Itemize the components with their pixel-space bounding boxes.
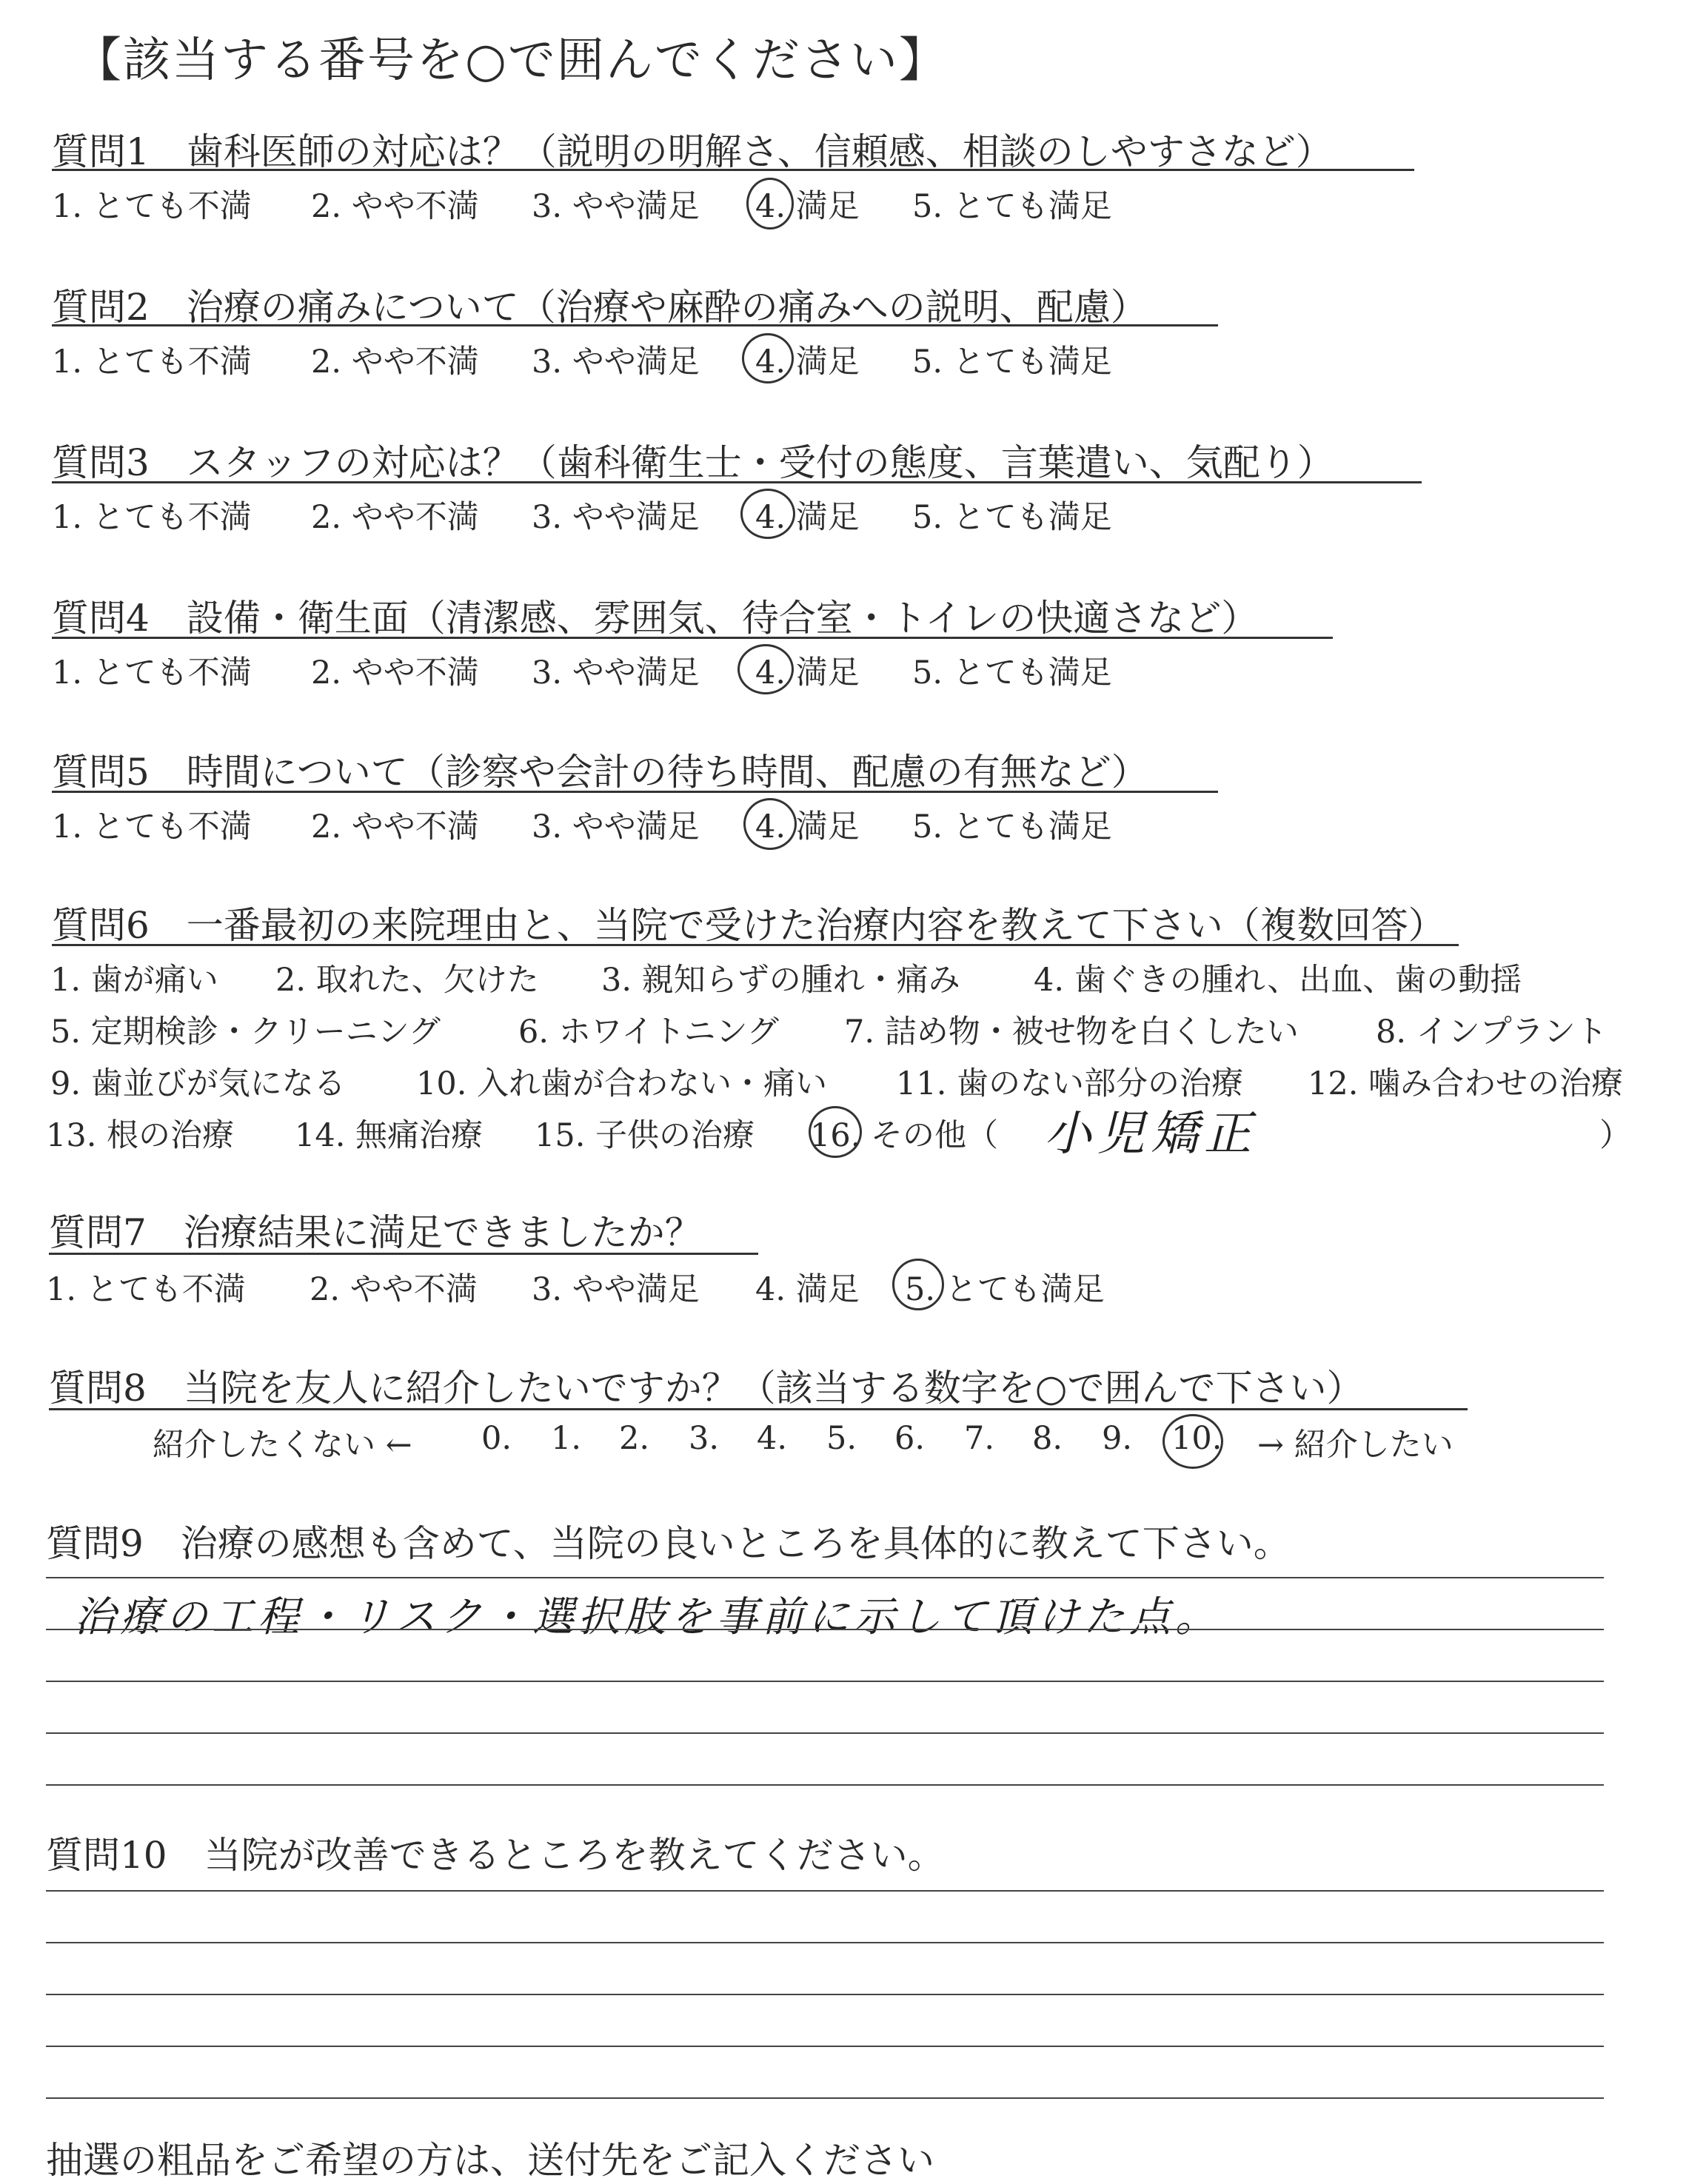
q5-option-5[interactable]: 5. とても満足: [912, 808, 1112, 845]
q6-option-16[interactable]: 16. その他（: [810, 1117, 999, 1154]
q7-option-4[interactable]: 4. 満足: [755, 1271, 860, 1308]
q5-option-3[interactable]: 3. やや満足: [532, 808, 700, 845]
q6-option-4[interactable]: 4. 歯ぐきの腫れ、出血、歯の動揺: [1034, 962, 1522, 999]
q6-option-9[interactable]: 9. 歯並びが気になる: [50, 1065, 346, 1102]
q6-option-12[interactable]: 12. 噛み合わせの治療: [1308, 1065, 1624, 1102]
q10-writing-line-2: [46, 1942, 1604, 1943]
q10-writing-line-4: [46, 2046, 1604, 2047]
question-1-label: 質問1 歯科医師の対応は？（説明の明解さ、信頼感、相談のしやすさなど）: [52, 130, 1333, 173]
question-7-label: 質問7 治療結果に満足できましたか？: [49, 1211, 702, 1254]
question-6-label: 質問6 一番最初の来院理由と、当院で受けた治療内容を教えて下さい（複数回答）: [52, 904, 1445, 947]
q6-option-8[interactable]: 8. インプラント: [1376, 1014, 1608, 1051]
q7-option-5[interactable]: 5. とても満足: [905, 1271, 1105, 1308]
q2-option-4[interactable]: 4. 満足: [755, 344, 860, 381]
q8-option-0[interactable]: 0.: [481, 1420, 512, 1457]
q7-selected-circle: [892, 1259, 944, 1310]
q6-option-10[interactable]: 10. 入れ歯が合わない・痛い: [416, 1065, 828, 1102]
q6-option-6[interactable]: 6. ホワイトニング: [518, 1014, 779, 1051]
q9-writing-line-5: [46, 1784, 1604, 1786]
q8-option-1[interactable]: 1.: [551, 1420, 582, 1457]
q6-option-2[interactable]: 2. 取れた、欠けた: [275, 962, 539, 999]
q2-option-5[interactable]: 5. とても満足: [912, 344, 1112, 381]
q8-option-6[interactable]: 6.: [894, 1420, 926, 1457]
q6-selected-circle: [809, 1106, 862, 1158]
q1-option-2[interactable]: 2. やや不満: [311, 188, 479, 225]
q10-writing-line-1: [46, 1890, 1604, 1892]
q8-left-label: 紹介したくない ←: [153, 1427, 412, 1464]
q1-option-3[interactable]: 3. やや満足: [532, 188, 700, 225]
q9-writing-line-1: [46, 1577, 1604, 1578]
q6-option-15[interactable]: 15. 子供の治療: [535, 1117, 755, 1154]
q6-option-1[interactable]: 1. 歯が痛い: [50, 962, 218, 999]
q8-option-4[interactable]: 4.: [757, 1420, 788, 1457]
q8-option-3[interactable]: 3.: [689, 1420, 720, 1457]
q1-option-5[interactable]: 5. とても満足: [912, 188, 1112, 225]
q5-option-4[interactable]: 4. 満足: [755, 808, 860, 845]
q6-other-close-paren: ）: [1599, 1117, 1631, 1154]
q8-option-8[interactable]: 8.: [1032, 1420, 1063, 1457]
question-1-underline: [52, 169, 1414, 171]
q5-option-2[interactable]: 2. やや不満: [311, 808, 479, 845]
question-8-label: 質問8 当院を友人に紹介したいですか？（該当する数字を○で囲んで下さい）: [49, 1367, 1364, 1410]
question-2-underline: [52, 324, 1218, 326]
q7-option-1[interactable]: 1. とても不満: [46, 1271, 246, 1308]
question-10-label: 質問10 当院が改善できるところを教えてください。: [46, 1834, 945, 1877]
q8-option-7[interactable]: 7.: [964, 1420, 995, 1457]
page-title: 【該当する番号を○で囲んでください】: [74, 33, 948, 88]
question-6-underline: [52, 944, 1459, 946]
q9-writing-line-2: [46, 1629, 1604, 1630]
question-3-underline: [52, 481, 1422, 483]
q5-selected-circle: [743, 798, 797, 850]
q9-writing-line-3: [46, 1681, 1604, 1682]
q6-option-7[interactable]: 7. 詰め物・被せ物を白くしたい: [844, 1014, 1299, 1051]
q10-writing-line-3: [46, 1994, 1604, 1995]
q4-option-1[interactable]: 1. とても不満: [52, 654, 252, 691]
q8-option-9[interactable]: 9.: [1102, 1420, 1133, 1457]
q6-option-14[interactable]: 14. 無痛治療: [295, 1117, 484, 1154]
q9-handwritten-answer[interactable]: 治療の工程・リスク・選択肢を事前に示して頂けた点。: [74, 1593, 1221, 1641]
q1-option-4[interactable]: 4. 満足: [755, 188, 860, 225]
q8-option-10[interactable]: 10.: [1171, 1420, 1222, 1457]
question-4-label: 質問4 設備・衛生面（清潔感、雰囲気、待合室・トイレの快適さなど）: [52, 597, 1259, 640]
footer-note: 抽選の粗品をご希望の方は、送付先をご記入ください: [46, 2139, 934, 2182]
q6-option-11[interactable]: 11. 歯のない部分の治療: [896, 1065, 1244, 1102]
q4-selected-circle: [737, 644, 794, 694]
question-5-underline: [52, 791, 1218, 793]
q3-selected-circle: [740, 489, 795, 539]
q5-option-1[interactable]: 1. とても不満: [52, 808, 252, 845]
q6-option-13[interactable]: 13. 根の治療: [46, 1117, 235, 1154]
q3-option-1[interactable]: 1. とても不満: [52, 499, 252, 536]
question-7-underline: [49, 1253, 758, 1255]
q1-option-1[interactable]: 1. とても不満: [52, 188, 252, 225]
q2-option-2[interactable]: 2. やや不満: [311, 344, 479, 381]
q6-other-handwritten-answer[interactable]: 小児矯正: [1044, 1107, 1257, 1162]
question-2-label: 質問2 治療の痛みについて（治療や麻酔の痛みへの説明、配慮）: [52, 286, 1148, 329]
q4-option-5[interactable]: 5. とても満足: [912, 654, 1112, 691]
q8-option-2[interactable]: 2.: [619, 1420, 650, 1457]
q6-option-5[interactable]: 5. 定期検診・クリーニング: [50, 1014, 441, 1051]
question-4-underline: [52, 637, 1333, 639]
q7-option-3[interactable]: 3. やや満足: [532, 1271, 700, 1308]
q3-option-4[interactable]: 4. 満足: [755, 499, 860, 536]
q2-option-1[interactable]: 1. とても不満: [52, 344, 252, 381]
q4-option-4[interactable]: 4. 満足: [755, 654, 860, 691]
q8-option-5[interactable]: 5.: [826, 1420, 857, 1457]
q8-right-label: → 紹介したい: [1257, 1427, 1454, 1464]
question-3-label: 質問3 スタッフの対応は？（歯科衛生士・受付の態度、言葉遣い、気配り）: [52, 441, 1334, 484]
q10-writing-line-5: [46, 2097, 1604, 2099]
q8-selected-circle: [1163, 1414, 1223, 1469]
q9-writing-line-4: [46, 1732, 1604, 1734]
question-9-label: 質問9 治療の感想も含めて、当院の良いところを具体的に教えて下さい。: [46, 1522, 1291, 1565]
q1-selected-circle: [746, 178, 794, 230]
q4-option-3[interactable]: 3. やや満足: [532, 654, 700, 691]
q2-selected-circle: [742, 333, 794, 383]
q3-option-3[interactable]: 3. やや満足: [532, 499, 700, 536]
question-8-underline: [49, 1408, 1468, 1410]
q3-option-5[interactable]: 5. とても満足: [912, 499, 1112, 536]
q6-option-3[interactable]: 3. 親知らずの腫れ・痛み: [601, 962, 960, 999]
q7-option-2[interactable]: 2. やや不満: [310, 1271, 478, 1308]
q4-option-2[interactable]: 2. やや不満: [311, 654, 479, 691]
question-5-label: 質問5 時間について（診察や会計の待ち時間、配慮の有無など）: [52, 751, 1148, 794]
q2-option-3[interactable]: 3. やや満足: [532, 344, 700, 381]
q3-option-2[interactable]: 2. やや不満: [311, 499, 479, 536]
